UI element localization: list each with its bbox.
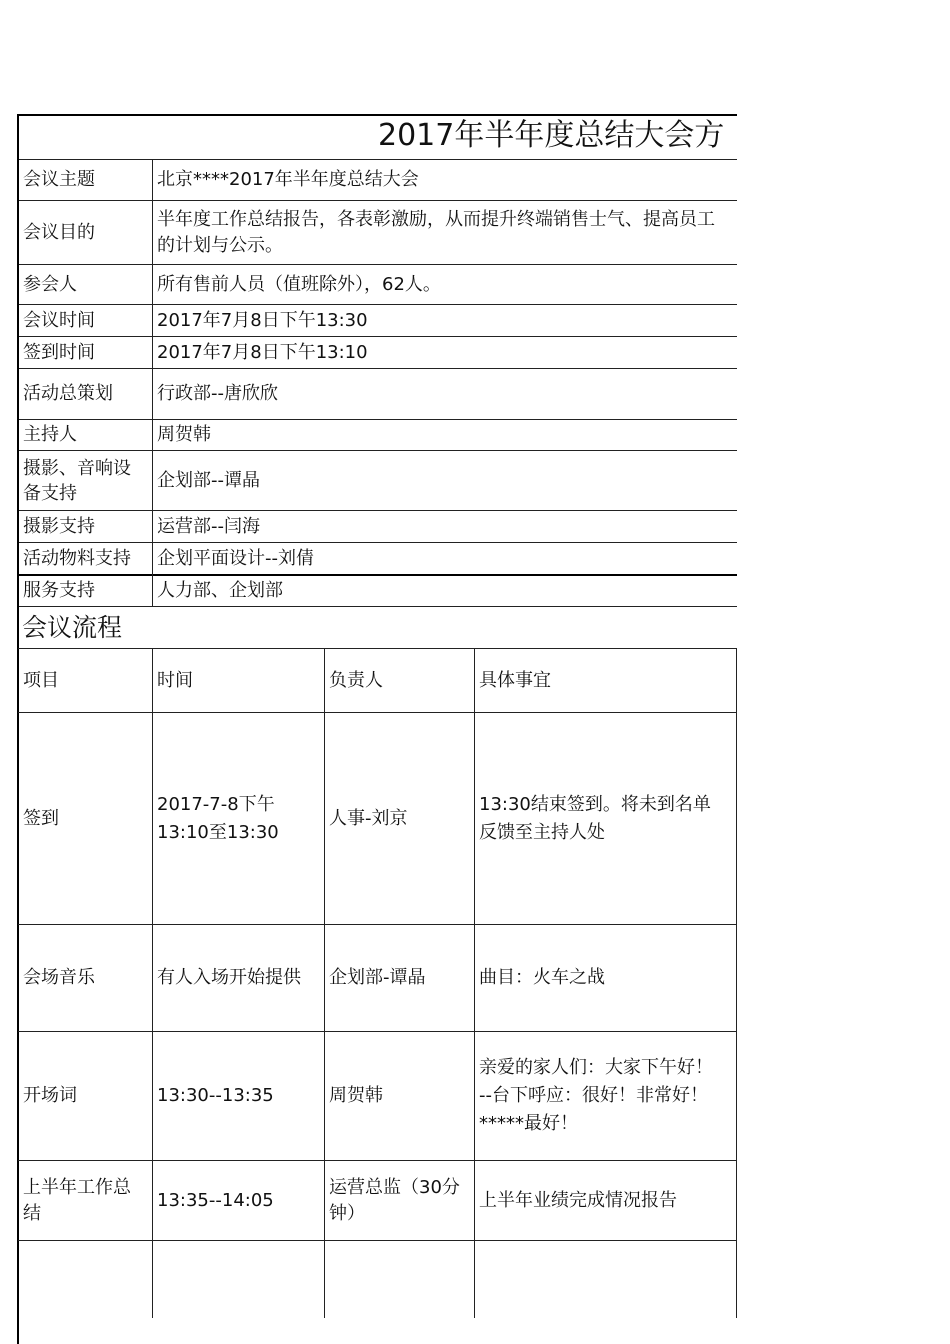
table-row-time: 13:35--14:05 [157,1189,274,1211]
value-event-planner: 行政部--唐欣欣 [157,383,278,404]
value-service-support: 人力部、企划部 [157,580,283,601]
value-av-support: 企划部--谭晶 [157,469,260,491]
table-row-owner [325,1241,474,1318]
section-title-meeting-process: 会议流程 [22,613,123,642]
value-meeting-theme: 北京****2017年半年度总结大会 [157,169,419,190]
label-signin-time: 签到时间 [23,341,95,363]
table-row-detail: 上半年业绩完成情况报告 [479,1189,677,1211]
column-header-item: 项目 [23,669,59,691]
column-header-owner: 负责人 [329,669,383,691]
label-host: 主持人 [23,424,77,445]
label-meeting-time: 会议时间 [23,309,95,331]
table-row-item: 会场音乐 [23,967,95,988]
page-clip-area [737,100,950,1344]
table-row-item: 开场词 [23,1085,77,1106]
table-row-owner: 周贺韩 [329,1085,383,1106]
table-row-item [19,1241,152,1318]
column-header-details: 具体事宜 [479,669,551,691]
table-top-border [18,114,738,116]
table-row-owner: 人事-刘京 [329,807,408,829]
value-meeting-purpose: 半年度工作总结报告，各表彰激励，从而提升终端销售士气、提高员工 的计划与公示。 [157,208,715,256]
document-title: 2017年半年度总结大会方 [378,118,725,153]
value-signin-time: 2017年7月8日下午13:10 [157,341,368,363]
table-row-time: 有人入场开始提供 [157,967,301,988]
label-meeting-purpose: 会议目的 [23,221,95,243]
table-row-owner: 运营总监（30分 钟） [329,1176,460,1224]
label-materials-support: 活动物料支持 [23,547,131,569]
table-row-item: 上半年工作总 结 [23,1176,131,1224]
label-attendees: 参会人 [23,273,77,295]
label-meeting-theme: 会议主题 [23,169,95,190]
table-row-item: 签到 [23,807,59,829]
label-event-planner: 活动总策划 [23,383,113,404]
row-divider [18,606,738,607]
table-row-detail: 曲目：火车之战 [479,967,605,988]
label-av-support: 摄影、音响设 备支持 [23,457,131,504]
table-row-time [153,1241,324,1318]
value-meeting-time: 2017年7月8日下午13:30 [157,309,368,331]
label-service-support: 服务支持 [23,580,95,601]
value-photo-support: 运营部--闫海 [157,515,260,537]
value-attendees: 所有售前人员（值班除外），62人。 [157,273,441,295]
column-header-time: 时间 [157,669,193,691]
value-host: 周贺韩 [157,424,211,445]
label-photo-support: 摄影支持 [23,515,95,537]
table-row-time: 2017-7-8下午 13:10至13:30 [157,793,279,843]
table-row-detail: 亲爱的家人们：大家下午好！ --台下呼应：很好！非常好！ *****最好！ [479,1057,713,1134]
value-materials-support: 企划平面设计--刘倩 [157,547,314,569]
table-row-owner: 企划部-谭晶 [329,967,426,988]
table-row-detail: 13:30结束签到。将未到名单 反馈至主持人处 [479,793,711,843]
table-row-time: 13:30--13:35 [157,1085,274,1106]
table-row-detail [475,1241,736,1318]
